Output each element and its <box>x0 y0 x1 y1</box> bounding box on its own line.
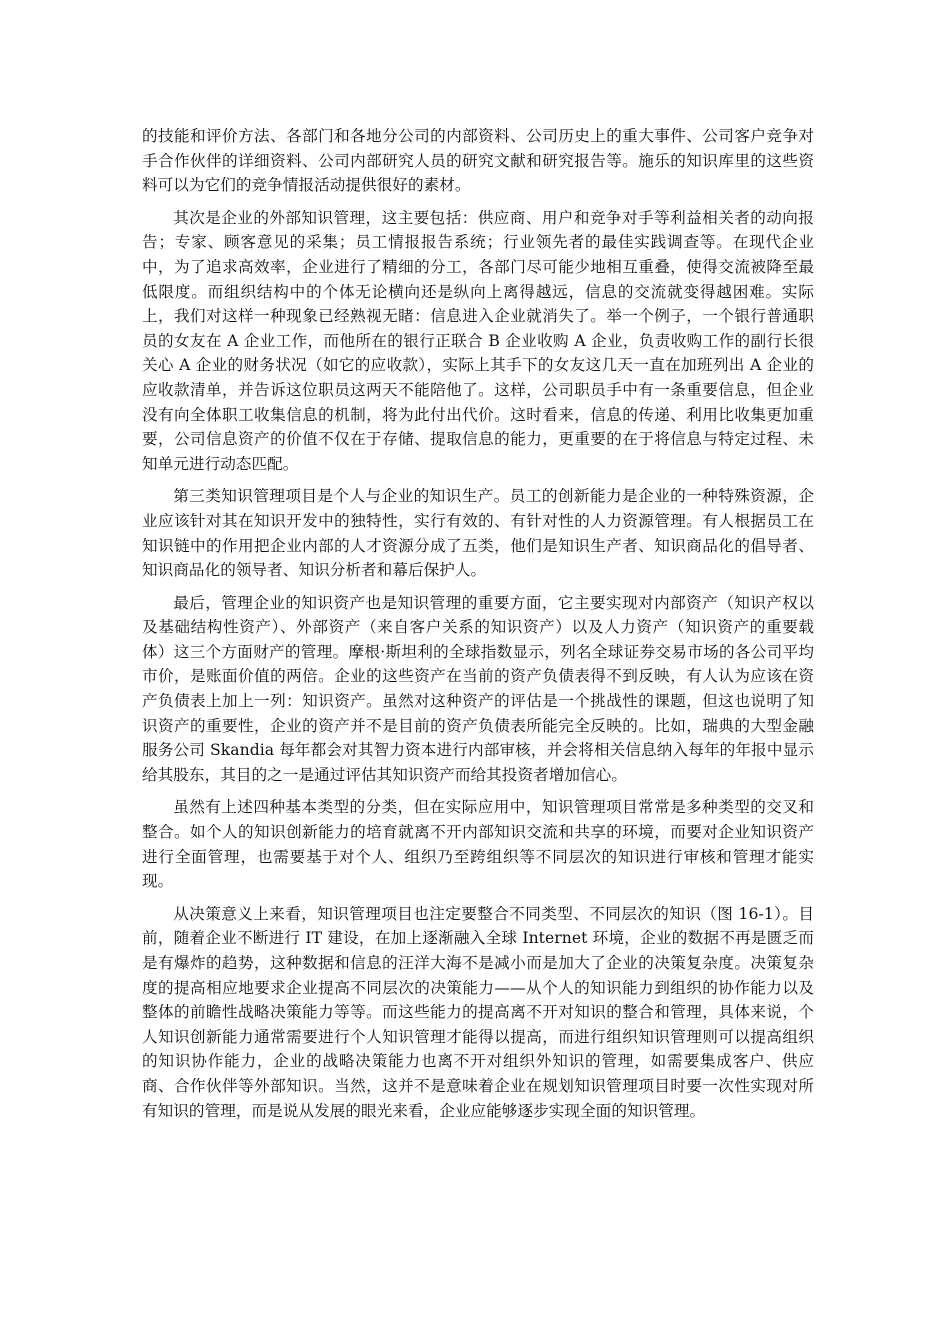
paragraph-5: 虽然有上述四种基本类型的分类，但在实际应用中，知识管理项目常常是多种类型的交叉和整合。如个人的知识创新能力的培育就离不开内部知识交流和共享的环境，而要对企业知识资产进行全面管理，也需要基于对个人、组织乃至跨组织等不同层次的知识进行审核和管理才能实现。 <box>142 798 814 891</box>
paragraph-6: 从决策意义上来看，知识管理项目也注定要整合不同类型、不同层次的知识（图 16-1）。目前，随着企业不断进行 IT 建设，在加上逐渐融入全球 Internet 环境，企业的数据不再是匮乏而是有爆炸的趋势，这种数据和信息的汪洋大海不是减小而是加大了企业的决策复杂度。决策复杂度的提高相应地要求企业提高不同层次的决策能力——从个人的知识能力到组织的协作能力以及整体的前瞻性战略决策能力等等。而这些能力的提高离不开对知识的整合和管理，具体来说，个人知识创新能力通常需要进行个人知识管理才能得以提高，而进行组织知识管理则可以提高组织的知识协作能力，企业的战略决策能力也离不开对组织外知识的管理，如需要集成客户、供应商、合作伙伴等外部知识。当然，这并不是意味着企业在规划知识管理项目时要一次性实现对所有知识的管理，而是说从发展的眼光来看，企业应能够逐步实现全面的知识管理。 <box>142 904 814 1120</box>
paragraph-1: 的技能和评价方法、各部门和各地分公司的内部资料、公司历史上的重大事件、公司客户竞争对手合作伙伴的详细资料、公司内部研究人员的研究文献和研究报告等。施乐的知识库里的这些资料可以为它们的竞争情报活动提供很好的素材。 <box>142 127 814 195</box>
paragraph-2: 其次是企业的外部知识管理，这主要包括：供应商、用户和竞争对手等利益相关者的动向报告；专家、顾客意见的采集；员工情报报告系统；行业领先者的最佳实践调查等。在现代企业中，为了追求高效率，企业进行了精细的分工，各部门尽可能少地相互重叠，使得交流被降至最低限度。而组织结构中的个体无论横向还是纵向上离得越远，信息的交流就变得越困难。实际上，我们对这样一种现象已经熟视无睹：信息进入企业就消失了。举一个例子，一个银行普通职员的女友在 A 企业工作，而他所在的银行正联合 B 企业收购 A 企业，负责收购工作的副行长很关心 A 企业的财务状况（如它的应收款），实际上其手下的女友这几天一直在加班列出 A 企业的应收款清单，并告诉这位职员这两天不能陪他了。这样，公司职员手中有一条重要信息，但企业没有向全体职工收集信息的机制，将为此付出代价。这时看来，信息的传递、利用比收集更加重要，公司信息资产的价值不仅在于存储、提取信息的能力，更重要的在于将信息与特定过程、未知单元进行动态匹配。 <box>142 208 814 473</box>
paragraph-3: 第三类知识管理项目是个人与企业的知识生产。员工的创新能力是企业的一种特殊资源，企业应该针对其在知识开发中的独特性，实行有效的、有针对性的人力资源管理。有人根据员工在知识链中的作用把企业内部的人才资源分成了五类，他们是知识生产者、知识商品化的倡导者、知识商品化的领导者、知识分析者和幕后保护人。 <box>142 487 814 580</box>
paragraph-4: 最后，管理企业的知识资产也是知识管理的重要方面，它主要实现对内部资产（知识产权以及基础结构性资产）、外部资产（来自客户关系的知识资产）以及人力资产（知识资产的重要载体）这三个方面财产的管理。摩根·斯坦利的全球指数显示，列名全球证券交易市场的各公司平均市价，是账面价值的两倍。企业的这些资产在当前的资产负债表得不到反映，有人认为应该在资产负债表上加上一列：知识资产。虽然对这种资产的评估是一个挑战性的课题，但这也说明了知识资产的重要性，企业的资产并不是目前的资产负债表所能完全反映的。比如，瑞典的大型金融服务公司 Skandia 每年都会对其智力资本进行内部审核，并会将相关信息纳入每年的年报中显示给其股东，其目的之一是通过评估其知识资产而给其投资者增加信心。 <box>142 593 814 784</box>
document-body <box>142 124 814 1131</box>
